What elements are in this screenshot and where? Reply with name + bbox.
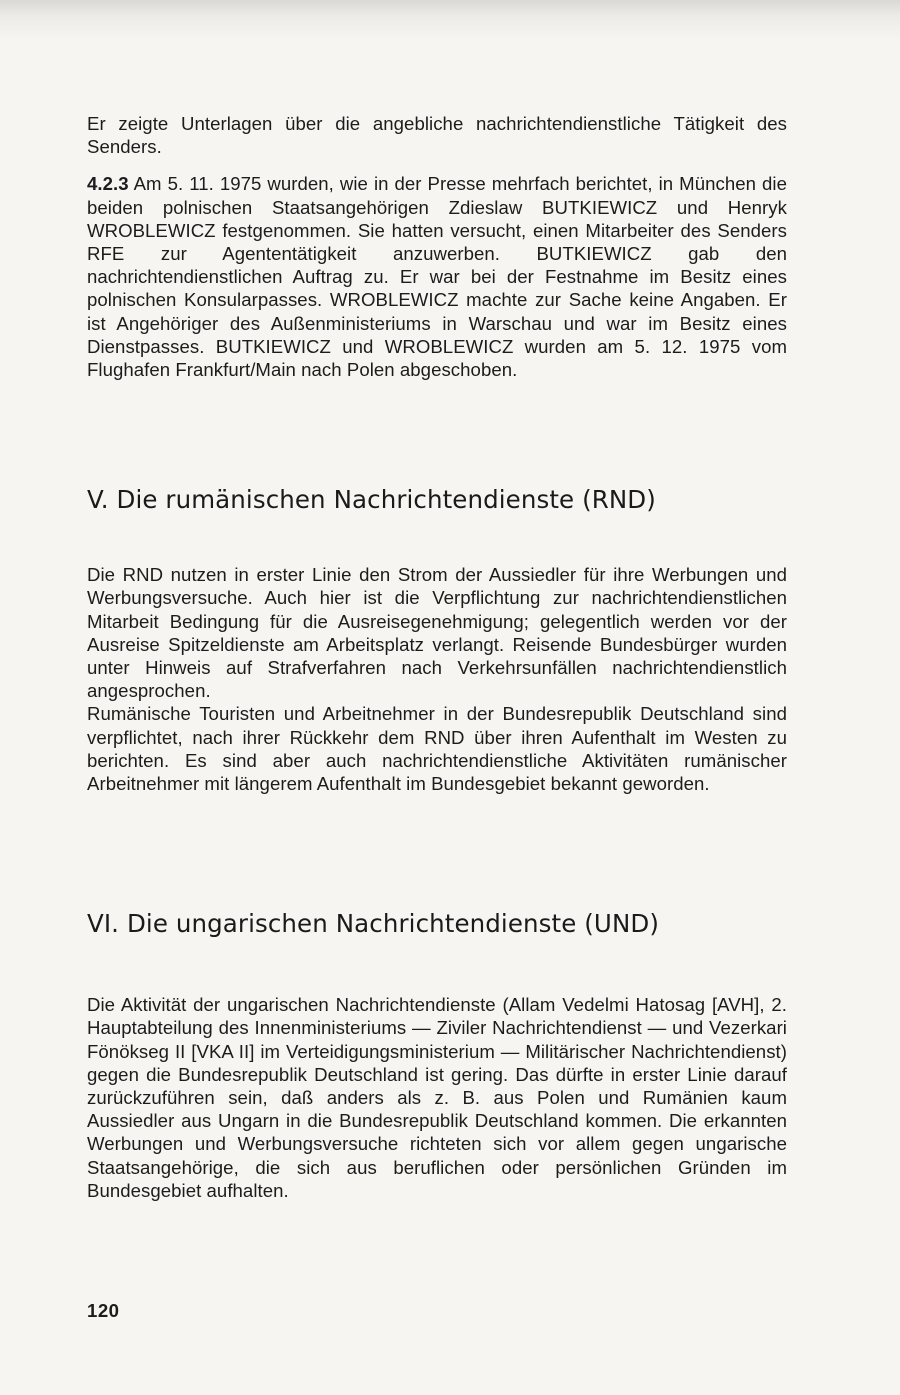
- scan-top-shade: [0, 0, 900, 40]
- section-vi-paragraph: Die Aktivität der ungarischen Nachrichtendienste (Allam Vedelmi Hatosag [AVH], 2. Hauptabteilung des Innenministeriums — Ziviler Nachrichtendienst — und Vezerkari Fönökseg II [VKA II] im Verteidigungsministerium — Militärischer Nachrichtendienst) gegen die Bundesrepublik Deutschland ist gering. Das dürfte in erster Linie darauf zurückzuführen sein, daß anders als z. B. aus Polen und Rumänien kaum Aussiedler aus Ungarn in die Bundesrepublik Deutschland kommen. Die erkannten Werbungen und Werbungsversuche richteten sich vor allem gegen ungarische Staatsangehörige, die sich aus beruflichen oder persönlichen Gründen im Bundesgebiet aufhalten.: [87, 994, 787, 1201]
- intro-paragraph: Er zeigte Unterlagen über die angebliche nachrichtendienstliche Tätigkeit des Senders.: [87, 113, 787, 158]
- section-v-paragraph: Rumänische Touristen und Arbeitnehmer in der Bundesrepublik Deutschland sind verpflichtet, nach ihrer Rückkehr dem RND über ihren Aufenthalt im Westen zu berichten. Es sind aber auch nachrichtendienstliche Aktivitäten rumänischer Arbeitnehmer mit längerem Aufenthalt im Bundesgebiet bekannt geworden.: [87, 703, 787, 795]
- spacer: [87, 158, 787, 172]
- section-vi-heading: VI. Die ungarischen Nachrichtendienste (UND): [87, 909, 660, 939]
- page-number: 120: [87, 1300, 120, 1321]
- section-vi-body: [87, 993, 787, 1202]
- section-v-paragraph: Die RND nutzen in erster Linie den Strom der Aussiedler für ihre Werbungen und Werbungsversuche. Auch hier ist die Verpflichtung zur nachrichtendienstlichen Mitarbeit Bedingung für die Ausreisegenehmigung; gelegentlich werden vor der Ausreise Spitzeldienste am Arbeitsplatz verlangt. Reisende Bundesbürger wurden unter Hinweis auf Strafverfahren nach Verkehrsunfällen nachrichtendienstlich angesprochen.: [87, 564, 787, 702]
- section-v-body: [87, 563, 787, 795]
- section-v-heading: V. Die rumänischen Nachrichtendienste (RND): [87, 485, 656, 515]
- section-4-2-3-text: Am 5. 11. 1975 wurden, wie in der Presse mehrfach berichtet, in München die beiden polnischen Staatsangehörigen Zdieslaw BUTKIEWICZ und Henryk WROBLEWICZ festgenommen. Sie hatten versucht, einen Mitarbeiter des Senders RFE zur Agententätigkeit anzuwerben. BUTKIEWICZ gab den nachrichtendienstlichen Auftrag zu. Er war bei der Festnahme im Besitz eines polnischen Konsularpasses. WROBLEWICZ machte zur Sache keine Angaben. Er ist Angehöriger des Außenministeriums in Warschau und war im Besitz eines Dienstpasses. BUTKIEWICZ und WROBLEWICZ wurden am 5. 12. 1975 vom Flughafen Frankfurt/Main nach Polen abgeschoben.: [87, 173, 787, 381]
- section-4-2-3-paragraph: [87, 172, 787, 381]
- section-number: 4.2.3: [87, 173, 129, 195]
- page-content: [87, 112, 787, 1202]
